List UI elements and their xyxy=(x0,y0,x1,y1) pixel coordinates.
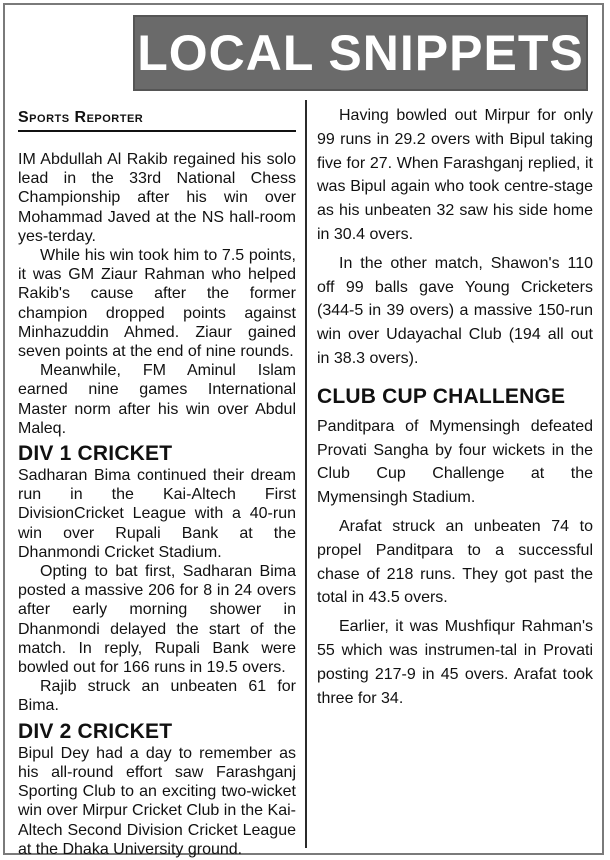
div2-paragraph: Having bowled out Mirpur for only 99 runs in 29.2 overs with Bipul taking five for 27. When Farashganj replied, it was Bipul again who took centre-stage as his unbeaten 32 saw his side home in 30.4 overs. xyxy=(317,107,593,243)
clubcup-paragraph: Earlier, it was Mushfiqur Rahman's 55 which was instrumen-tal in Provati posting 217-9 in 45 overs. Arafat took three for 34. xyxy=(317,618,593,707)
section-title: LOCAL SNIPPETS xyxy=(137,25,584,81)
section-masthead xyxy=(133,15,588,91)
left-column xyxy=(18,104,296,859)
clubcup-heading: CLUB CUP CHALLENGE xyxy=(317,384,566,408)
chess-paragraph: While his win took him to 7.5 points, it was GM Ziaur Rahman who helped Rakib's cause after the former champion dropped points against Minhazuddin Ahmed. Ziaur gained seven points at the end of nine rounds. xyxy=(18,247,296,361)
column-divider xyxy=(305,100,307,848)
chess-paragraph: IM Abdullah Al Rakib regained his solo lead in the 33rd National Chess Championship after his win over Mohammad Javed at the NS hall-room yes-terday. xyxy=(18,151,296,245)
byline: Sports Reporter xyxy=(18,104,296,132)
clubcup-paragraph: Panditpara of Mymensingh defeated Provati Sangha by four wickets in the Club Cup Challenge at the Mymensingh Stadium. xyxy=(317,417,593,507)
div2-heading: DIV 2 CRICKET xyxy=(18,719,173,743)
right-column xyxy=(317,104,593,715)
div1-paragraph: Sadharan Bima continued their dream run in the Kai-Altech First DivisionCricket League with a 40-run win over Rupali Bank at the Dhanmondi Cricket Stadium. xyxy=(18,467,296,561)
div1-paragraph: Rajib struck an unbeaten 61 for Bima. xyxy=(18,678,296,715)
chess-paragraph: Meanwhile, FM Aminul Islam earned nine games International Master norm after his win over Abdul Maleq. xyxy=(18,362,296,437)
div2-paragraph: Bipul Dey had a day to remember as his all-round effort saw Farashganj Sporting Club to an exciting two-wicket win over Mirpur Cricket Club in the Kai-Altech Second Division Cricket League at the Dhaka University ground. xyxy=(18,744,296,858)
div1-paragraph: Opting to bat first, Sadharan Bima posted a massive 206 for 8 in 24 overs after early morning shower in Dhanmondi delayed the start of the match. In reply, Rupali Bank were bowled out for 166 runs in 19.5 overs. xyxy=(18,563,296,677)
div1-heading: DIV 1 CRICKET xyxy=(18,442,173,466)
div2-paragraph: In the other match, Shawon's 110 off 99 balls gave Young Cricketers (344-5 in 39 overs) a massive 150-run win over Udayachal Club (194 all out in 38.3 overs). xyxy=(317,254,593,367)
clubcup-paragraph: Arafat struck an unbeaten 74 to propel Panditpara to a successful chase of 218 runs. They got past the total in 43.5 overs. xyxy=(317,517,593,607)
